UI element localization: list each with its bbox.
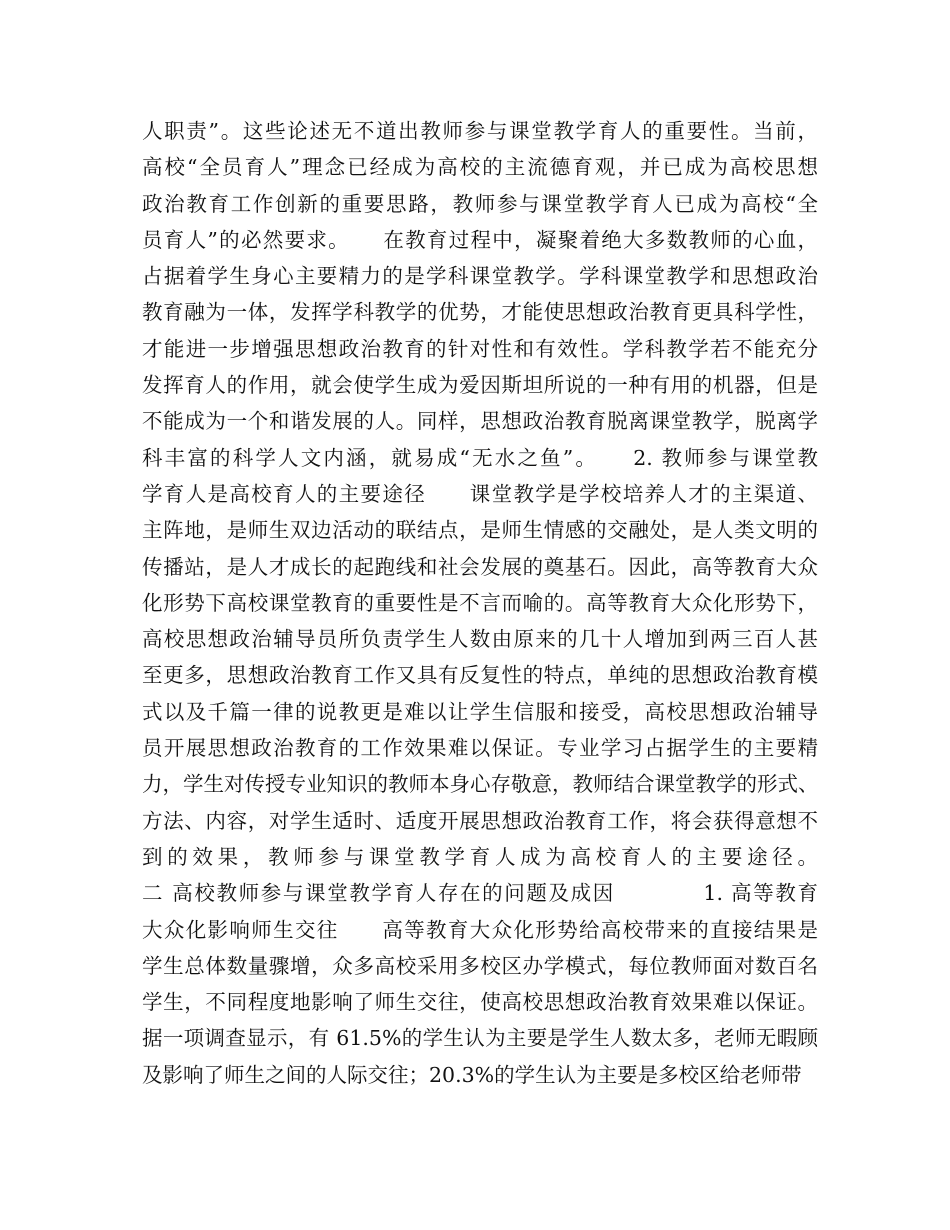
text-line: 传播站，是人才成长的起跑线和社会发展的奠基石。因此，高等教育大众 — [142, 554, 818, 579]
text-line: 不能成为一个和谐发展的人。同样，思想政治教育脱离课堂教学，脱离学 — [142, 409, 818, 434]
text-line: 学育人是高校育人的主要途径 课堂教学是学校培养人才的主渠道、 — [142, 481, 818, 506]
text-line: 主阵地，是师生双边活动的联结点，是师生情感的交融处，是人类文明的 — [142, 518, 818, 543]
text-line: 力，学生对传授专业知识的教师本身心存敬意，教师结合课堂教学的形式、 — [142, 772, 819, 797]
text-line: 至更多，思想政治教育工作又具有反复性的特点，单纯的思想政治教育模 — [142, 663, 818, 688]
text-line: 据一项调查显示，有 61.5%的学生认为主要是学生人数太多，老师无暇顾 — [142, 1026, 818, 1051]
text-line: 高校“全员育人”理念已经成为高校的主流德育观，并已成为高校思想 — [142, 155, 818, 180]
text-line: 高校思想政治辅导员所负责学生人数由原来的几十人增加到两三百人甚 — [142, 627, 818, 652]
text-line: 科丰富的科学人文内涵，就易成“无水之鱼”。 2. 教师参与课堂教 — [142, 445, 818, 470]
text-line: 占据着学生身心主要精力的是学科课堂教学。学科课堂教学和思想政治 — [142, 264, 818, 289]
text-line: 政治教育工作创新的重要思路，教师参与课堂教学育人已成为高校“全 — [142, 191, 818, 216]
text-line: 大众化影响师生交往 高等教育大众化形势给高校带来的直接结果是 — [142, 917, 818, 942]
text-line: 员开展思想政治教育的工作效果难以保证。专业学习占据学生的主要精 — [142, 736, 818, 761]
text-line: 化形势下高校课堂教育的重要性是不言而喻的。高等教育大众化形势下， — [142, 590, 818, 615]
text-line: 学生，不同程度地影响了师生交往，使高校思想政治教育效果难以保证。 — [142, 990, 818, 1015]
text-line: 员育人”的必然要求。 在教育过程中，凝聚着绝大多数教师的心血， — [142, 227, 818, 252]
text-line: 教育融为一体，发挥学科教学的优势，才能使思想政治教育更具科学性， — [142, 300, 818, 325]
text-line: 方法、内容，对学生适时、适度开展思想政治教育工作，将会获得意想不 — [142, 808, 818, 833]
text-line: 发挥育人的作用，就会使学生成为爱因斯坦所说的一种有用的机器，但是 — [142, 373, 818, 398]
text-line: 学生总体数量骤增，众多高校采用多校区办学模式，每位教师面对数百名 — [142, 953, 818, 978]
body-text — [142, 113, 818, 1093]
text-line: 式以及千篇一律的说教更是难以让学生信服和接受，高校思想政治辅导 — [142, 699, 818, 724]
text-line: 到的效果，教师参与课堂教学育人成为高校育人的主要途径。 — [142, 844, 818, 869]
text-line: 才能进一步增强思想政治教育的针对性和有效性。学科教学若不能充分 — [142, 336, 818, 361]
text-line: 及影响了师生之间的人际交往；20.3%的学生认为主要是多校区给老师带 — [142, 1062, 802, 1087]
text-line: 人职责”。这些论述无不道出教师参与课堂教学育人的重要性。当前， — [142, 119, 818, 143]
section-heading-line: 二 高校教师参与课堂教学育人存在的问题及成因 1. 高等教育 — [142, 881, 818, 906]
